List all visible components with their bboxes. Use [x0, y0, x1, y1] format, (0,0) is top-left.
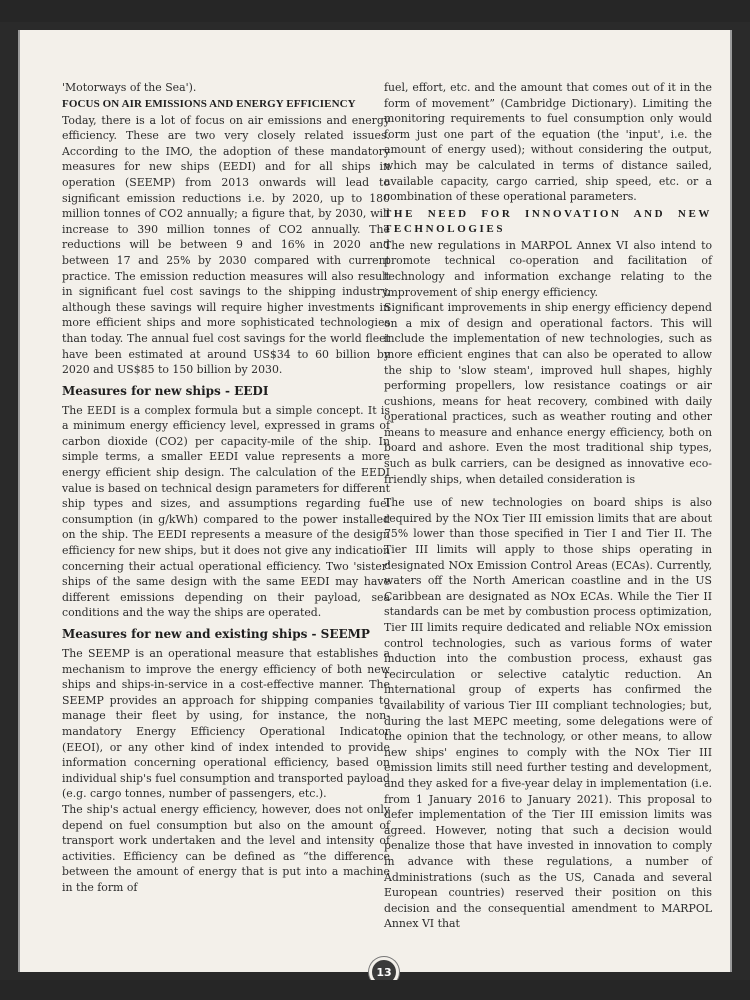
intro-fragment: 'Motorways of the Sea').: [62, 81, 197, 94]
paragraph-focus: Today, there is a lot of focus on air emissions and energy efficiency. These are two very closely related issues. According to the IMO, the adoption of these mandatory measures for new ships (EEDI) and for all ships in operation (SEEMP) from 2013 onwards will lead to significant emission reductions i.e. by 2020, up to 180 million tonnes of CO2 annually; a figure that, by 2030, will increase to 390 million tonnes of CO2 annually. The reductions will be between 9 and 16% in 2020 and between 17 and 25% by 2030 compared with current practice. The emission reduction measures will also result in significant fuel cost savings to the shipping industry, although these savings will require higher investments in more efficient ships and more sophisticated technologies than today. The annual fuel cost savings for the world fleet have been estimated at around US$34 to 60 billion by 2020 and US$85 to 150 billion by 2030.: [62, 113, 390, 377]
left-column: [62, 80, 390, 896]
right-column: [384, 80, 712, 932]
top-band: [0, 0, 750, 22]
magazine-page: [18, 30, 732, 979]
paragraph-nox-tier-iii: The use of new technologies on board ships is also required by the NOx Tier III emission limits that are about 75% lower than those specified in Tier I and Tier II. The Tier III limits will apply to those ships operating in designated NOx Emission Control Areas (ECAs). Currently, waters off the North American coastline and in the US Caribbean are designated as NOx ECAs. While the Tier II standards can be met by combustion process optimization, Tier III limits require dedicated and reliable NOx emission control technologies, such as various forms of water induction into the combustion process, exhaust gas recirculation or selective catalytic reduction. An international group of experts has confirmed the availability of various Tier III compliant technologies; but, during the last MEPC meeting, some delegations were of the opinion that the technology, or other means, to allow new ships' engines to comply with the NOx Tier III emission limits still need further testing and development, and they asked for a five-year delay in implementation (i.e. from 1 January 2016 to January 2021). This proposal to defer implementation of the Tier III emission limits was agreed. However, noting that such a decision would penalize those that have invested in innovation to comply in advance with these regulations, a number of Administrations (such as the US, Canada and several European countries) reserved their position on this decision and the consequential amendment to MARPOL Annex VI that: [384, 496, 712, 931]
paragraph-improvements: Significant improvements in ship energy efficiency depend on a mix of design and operational factors. This will include the implementation of new technologies, such as more efficient engines that can also be operated to allow the ship to 'slow steam', improved hull shapes, highly performing propellers, low resistance coatings or air cushions, means for heat recovery, combined with daily operational practices, such as weather routing and other means to measure and enhance energy efficiency, both on board and ashore. Even the most traditional ship types, such as bulk carriers, can be designed as innovative eco-friendly ships, when detailed consideration is: [384, 301, 712, 486]
heading-seemp: Measures for new and existing ships - SEEMP: [62, 627, 370, 641]
paragraph-continuation: fuel, effort, etc. and the amount that comes out of it in the form of movement” (Cambridge Dictionary). Limiting the monitoring requirements to fuel consumption only would form just one part of the equation (the 'input', i.e. the amount of energy used); without considering the output, which may be calculated in terms of distance sailed, available capacity, cargo carried, ship speed, etc. or a combination of these operational parameters.: [384, 81, 712, 204]
paragraph-eedi: The EEDI is a complex formula but a simple concept. It is a minimum energy efficiency level, expressed in grams of carbon dioxide (CO2) per capacity-mile of the ship. In simple terms, a smaller EEDI value represents a more energy efficient ship design. The calculation of the EEDI value is based on technical design parameters for different ship types and sizes, and assumptions regarding fuel consumption (in g/kWh) compared to the power installed on the ship. The EEDI represents a measure of the design efficiency for new ships, but it does not give any indication concerning their actual operational efficiency. Two 'sister' ships of the same design with the same EEDI may have different emissions depending on their payload, sea conditions and the way the ships are operated.: [62, 403, 390, 620]
heading-focus-air-emissions: FOCUS ON AIR EMISSIONS AND ENERGY EFFICIENCY: [62, 97, 356, 110]
heading-eedi: Measures for new ships - EEDI: [62, 383, 269, 398]
bottom-band: [0, 980, 750, 1000]
paragraph-seemp: The SEEMP is an operational measure that establishes a mechanism to improve the energy efficiency of both new ships and ships-in-service in a cost-effective manner. The SEEMP provides an approach for shipping companies to manage their fleet by using, for instance, the non- mandatory Energy Efficiency Operational Indicator (EEOI), or any other kind of index intended to provide information concerning operational efficiency, based on individual ship's fuel consumption and transported payload (e.g. cargo tonnes, number of passengers, etc.).: [62, 647, 390, 801]
paragraph-marpol: The new regulations in MARPOL Annex VI also intend to promote technical co-operation and facilitation of technology and information exchange relating to the improvement of ship energy efficiency.: [384, 238, 712, 299]
paragraph-actual-efficiency: The ship's actual energy efficiency, however, does not only depend on fuel consumption but also on the amount of transport work undertaken and the level and intensity of activities. Efficiency can be defined as “the difference between the amount of energy that is put into a machine in the form of: [62, 802, 390, 894]
page-number-badge: 13: [372, 960, 396, 984]
heading-innovation: THE NEED FOR INNOVATION AND NEW TECHNOLOGIES: [384, 207, 712, 235]
